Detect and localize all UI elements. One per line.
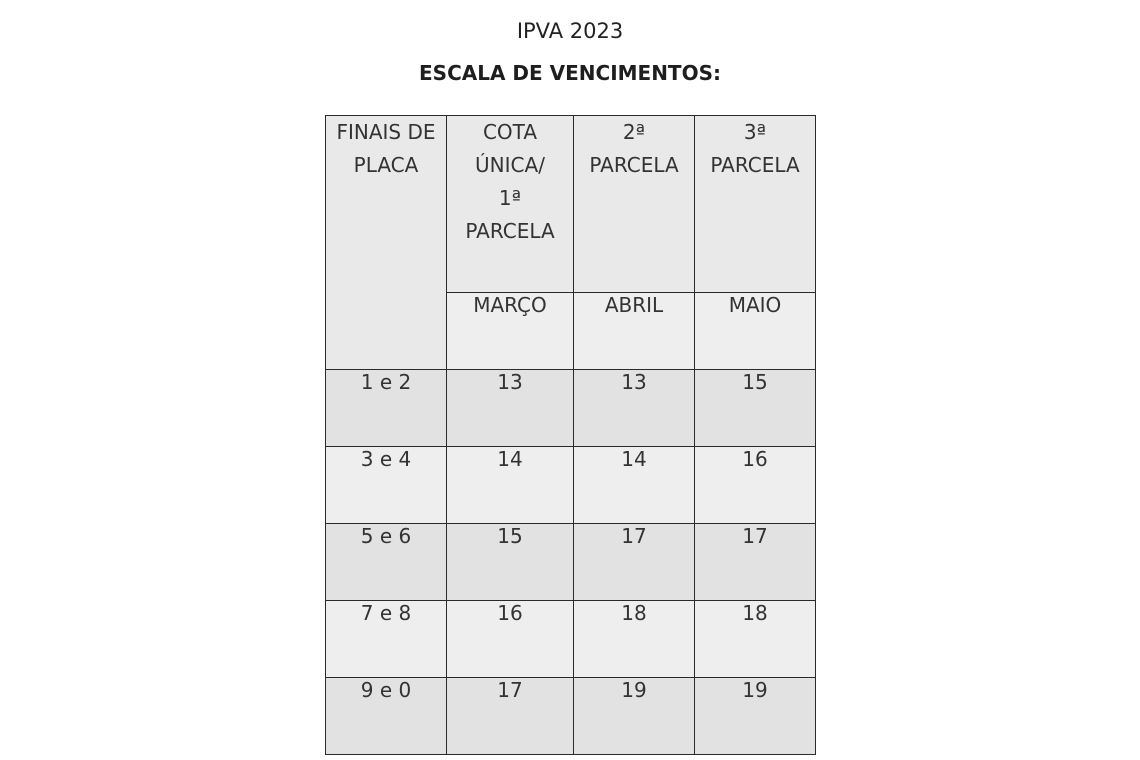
day-cell: 16: [447, 601, 574, 678]
day-cell: 15: [695, 370, 816, 447]
header-text: 1ª: [498, 186, 522, 210]
table-row: [326, 601, 816, 678]
month-cell: MARÇO: [447, 293, 574, 370]
day-cell: 14: [447, 447, 574, 524]
day-cell: 19: [695, 678, 816, 755]
header-plate-endings: [326, 116, 447, 370]
table-row: [326, 447, 816, 524]
header-text: FINAIS DE: [336, 120, 436, 144]
header-text: 2ª: [622, 120, 646, 144]
day-cell: 17: [695, 524, 816, 601]
plate-cell: 3 e 4: [326, 447, 447, 524]
page-title: IPVA 2023: [516, 19, 624, 43]
day-cell: 19: [574, 678, 695, 755]
month-cell: ABRIL: [574, 293, 695, 370]
day-cell: 16: [695, 447, 816, 524]
plate-cell: 1 e 2: [326, 370, 447, 447]
due-date-table: [325, 115, 816, 755]
page-subtitle: ESCALA DE VENCIMENTOS:: [419, 61, 721, 85]
header-text: ÚNICA/: [475, 153, 545, 177]
table-row: [326, 370, 816, 447]
table-header-row: [326, 116, 816, 293]
header-second-installment: [574, 116, 695, 293]
day-cell: 17: [574, 524, 695, 601]
header-third-installment: [695, 116, 816, 293]
day-cell: 15: [447, 524, 574, 601]
table-row: [326, 524, 816, 601]
header-single-payment: [447, 116, 574, 293]
plate-cell: 7 e 8: [326, 601, 447, 678]
day-cell: 14: [574, 447, 695, 524]
day-cell: 18: [695, 601, 816, 678]
plate-cell: 5 e 6: [326, 524, 447, 601]
header-text: PARCELA: [710, 153, 800, 177]
month-cell: MAIO: [695, 293, 816, 370]
day-cell: 13: [447, 370, 574, 447]
header-text: PLACA: [353, 153, 419, 177]
plate-cell: 9 e 0: [326, 678, 447, 755]
day-cell: 18: [574, 601, 695, 678]
day-cell: 13: [574, 370, 695, 447]
header-text: PARCELA: [589, 153, 679, 177]
header-text: 3ª: [743, 120, 767, 144]
header-text: PARCELA: [465, 219, 555, 243]
header-text: COTA: [482, 120, 538, 144]
day-cell: 17: [447, 678, 574, 755]
table-row: [326, 678, 816, 755]
